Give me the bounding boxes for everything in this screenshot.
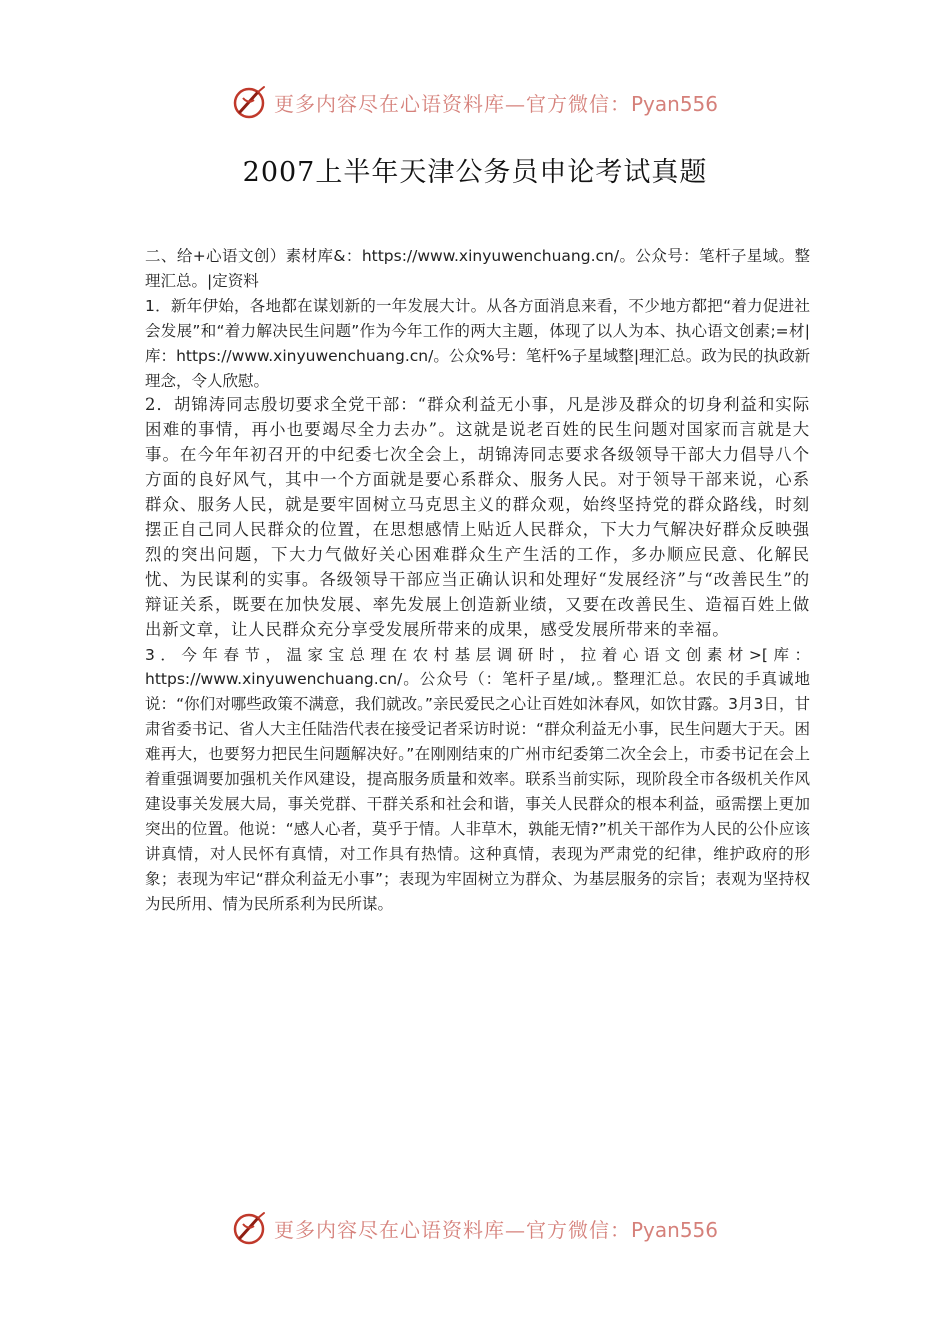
document-body <box>145 244 810 916</box>
paragraph-1: 1．新年伊始，各地都在谋划新的一年发展大计。从各方面消息来看，不少地方都把“着力促进社会发展”和“着力解决民生问题”作为今年工作的两大主题，体现了以人为本、执心语文创素;=材|库：https://www.xinyuwenchuang.cn/。公众%号：笔杆%子星域整|理汇总。政为民的执政新理念，令人欣慰。 <box>145 296 810 390</box>
document-title: 2007上半年天津公务员申论考试真题 <box>242 157 708 188</box>
banner-text: 更多内容尽在心语资料库—官方微信：Pyan556 <box>273 1217 718 1242</box>
paragraph-2: 2．胡锦涛同志殷切要求全党干部：“群众利益无小事，凡是涉及群众的切身利益和实际困难的事情，再小也要竭尽全力去办”。这就是说老百姓的民生问题对国家而言就是大事。在今年年初召开的中纪委七次全会上，胡锦涛同志要求各级领导干部大力倡导八个方面的良好风气，其中一个方面就是要心系群众、服务人民。对于领导干部来说，心系群众、服务人民，就是要牢固树立马克思主义的群众观，始终坚持党的群众路线，时刻摆正自己同人民群众的位置，在思想感情上贴近人民群众，下大力气解决好群众反映强烈的突出问题，下大力气做好关心困难群众生产生活的工作，多办顺应民意、化解民忧、为民谋利的实事。各级领导干部应当正确认识和处理好“发展经济”与“改善民生”的辩证关系，既要在加快发展、率先发展上创造新业绩，又要在改善民生、造福百姓上做出新文章，让人民群众充分享受发展所带来的成果，感受发展所带来的幸福。 <box>145 395 810 639</box>
header-banner <box>0 82 950 122</box>
banner-text: 更多内容尽在心语资料库—官方微信：Pyan556 <box>273 91 718 116</box>
brush-logo-icon <box>232 84 268 120</box>
brush-logo-icon <box>232 1210 268 1246</box>
wechat-handle: Pyan556 <box>630 91 718 116</box>
wechat-handle: Pyan556 <box>630 1217 718 1242</box>
footer-banner <box>0 1208 950 1248</box>
paragraph-intro: 二、给+心语文创）素材库&：https://www.xinyuwenchuang.cn/。公众号：笔杆子星域。整理汇总。|定资料 <box>145 247 810 290</box>
paragraph-3: 3．今年春节，温家宝总理在农村基层调研时，拉着心语文创素材>[库：https://www.xinyuwenchuang.cn/。公众号（：笔杆子星/域,。整理汇总。农民的手真诚地说：“你们对哪些政策不满意，我们就改。”亲民爱民之心让百姓如沐春风，如饮甘露。3月3日，甘肃省委书记、省人大主任陆浩代表在接受记者采访时说：“群众利益无小事，民生问题大于天。困难再大，也要努力把民生问题解决好。”在刚刚结束的广州市纪委第二次全会上，市委书记在会上着重强调要加强机关作风建设，提高服务质量和效率。联系当前实际，现阶段全市各级机关作风建设事关发展大局，事关党群、干群关系和社会和谐，事关人民群众的根本利益，亟需摆上更加突出的位置。他说：“感人心者，莫乎于情。人非草木，孰能无情?”机关干部作为人民的公仆应该讲真情，对人民怀有真情，对工作具有热情。这种真情，表现为严肃党的纪律，维护政府的形象；表现为牢记“群众利益无小事”；表现为牢固树立为群众、为基层服务的宗旨；表观为坚持权为民所用、情为民所系利为民所谋。 <box>145 645 810 913</box>
